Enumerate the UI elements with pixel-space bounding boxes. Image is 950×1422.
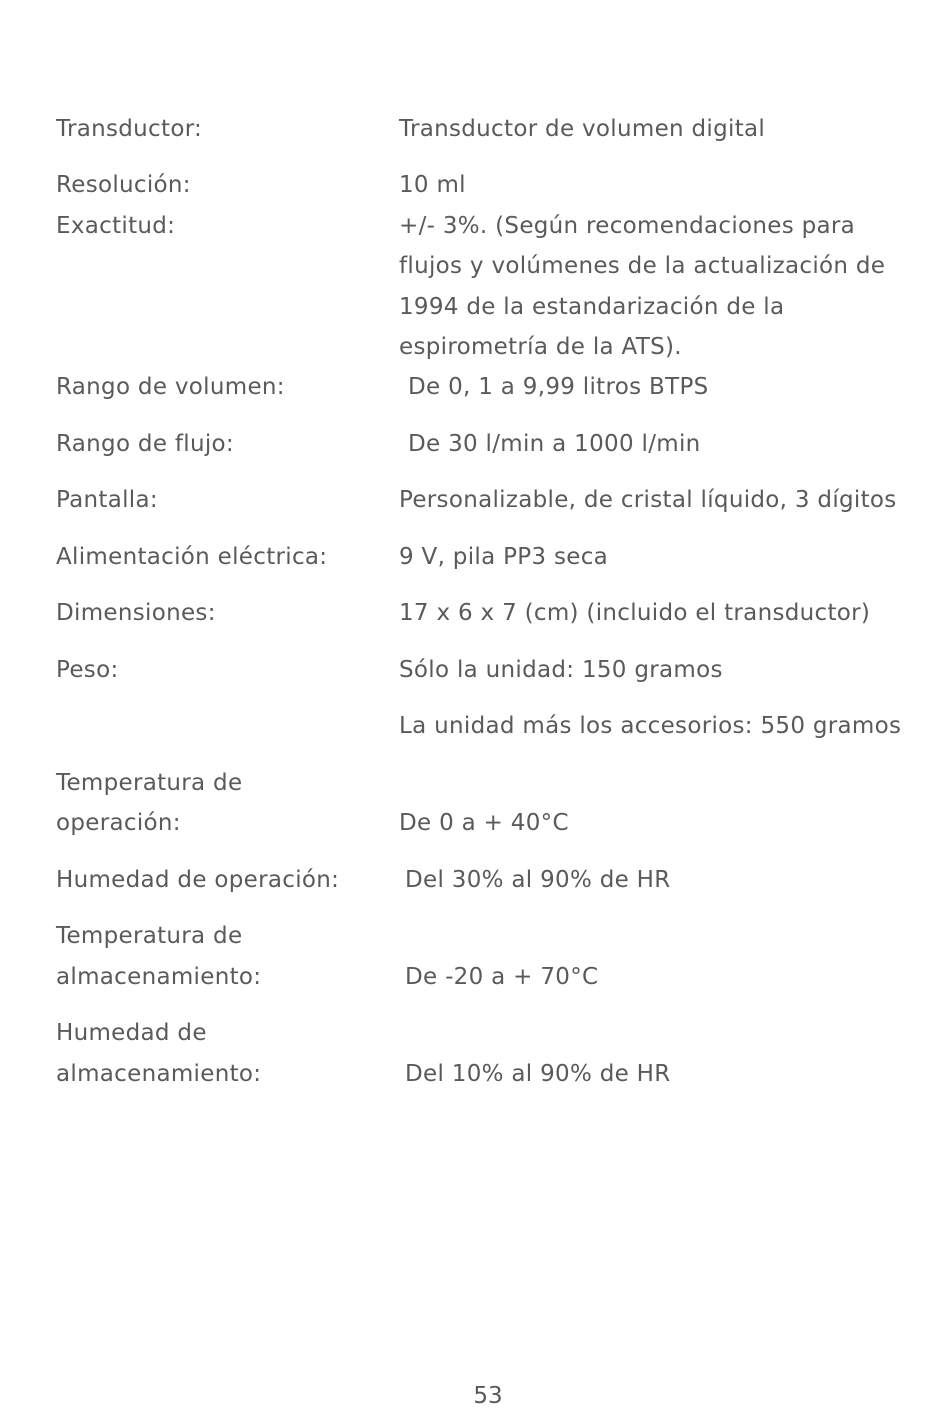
- spec-label: Transductor:: [56, 116, 203, 142]
- spec-value: Del 10% al 90% de HR: [405, 1061, 671, 1087]
- spec-label: operación:: [56, 810, 181, 836]
- spec-value: Transductor de volumen digital: [399, 116, 766, 142]
- spec-label: almacenamiento:: [56, 964, 262, 990]
- page-number: 53: [473, 1383, 503, 1409]
- spec-label: Humedad de operación:: [56, 867, 340, 893]
- spec-value: De 30 l/min a 1000 l/min: [408, 431, 701, 457]
- spec-label: Pantalla:: [56, 487, 158, 513]
- spec-label: almacenamiento:: [56, 1061, 262, 1087]
- spec-value: Sólo la unidad: 150 gramos: [399, 657, 723, 683]
- spec-value: Personalizable, de cristal líquido, 3 dígitos: [399, 487, 897, 513]
- spec-value: De 0, 1 a 9,99 litros BTPS: [408, 374, 709, 400]
- spec-value: De -20 a + 70°C: [405, 964, 599, 990]
- spec-value: espirometría de la ATS).: [399, 334, 682, 360]
- spec-value: +/- 3%. (Según recomendaciones para: [399, 213, 856, 239]
- spec-value: 17 x 6 x 7 (cm) (incluido el transductor): [399, 600, 871, 626]
- spec-value: De 0 a + 40°C: [399, 810, 569, 836]
- spec-label: Exactitud:: [56, 213, 176, 239]
- spec-label: Temperatura de: [56, 923, 243, 949]
- spec-value: flujos y volúmenes de la actualización de: [399, 253, 886, 279]
- spec-label: Temperatura de: [56, 770, 243, 796]
- spec-label: Humedad de: [56, 1020, 207, 1046]
- spec-value: Del 30% al 90% de HR: [405, 867, 671, 893]
- spec-label: Rango de volumen:: [56, 374, 285, 400]
- spec-value: La unidad más los accesorios: 550 gramos: [399, 713, 902, 739]
- spec-value: 10 ml: [399, 172, 466, 198]
- spec-label: Dimensiones:: [56, 600, 216, 626]
- spec-value: 1994 de la estandarización de la: [399, 294, 785, 320]
- spec-label: Peso:: [56, 657, 119, 683]
- spec-value: 9 V, pila PP3 seca: [399, 544, 609, 570]
- spec-label: Alimentación eléctrica:: [56, 544, 328, 570]
- spec-label: Rango de flujo:: [56, 431, 234, 457]
- spec-label: Resolución:: [56, 172, 191, 198]
